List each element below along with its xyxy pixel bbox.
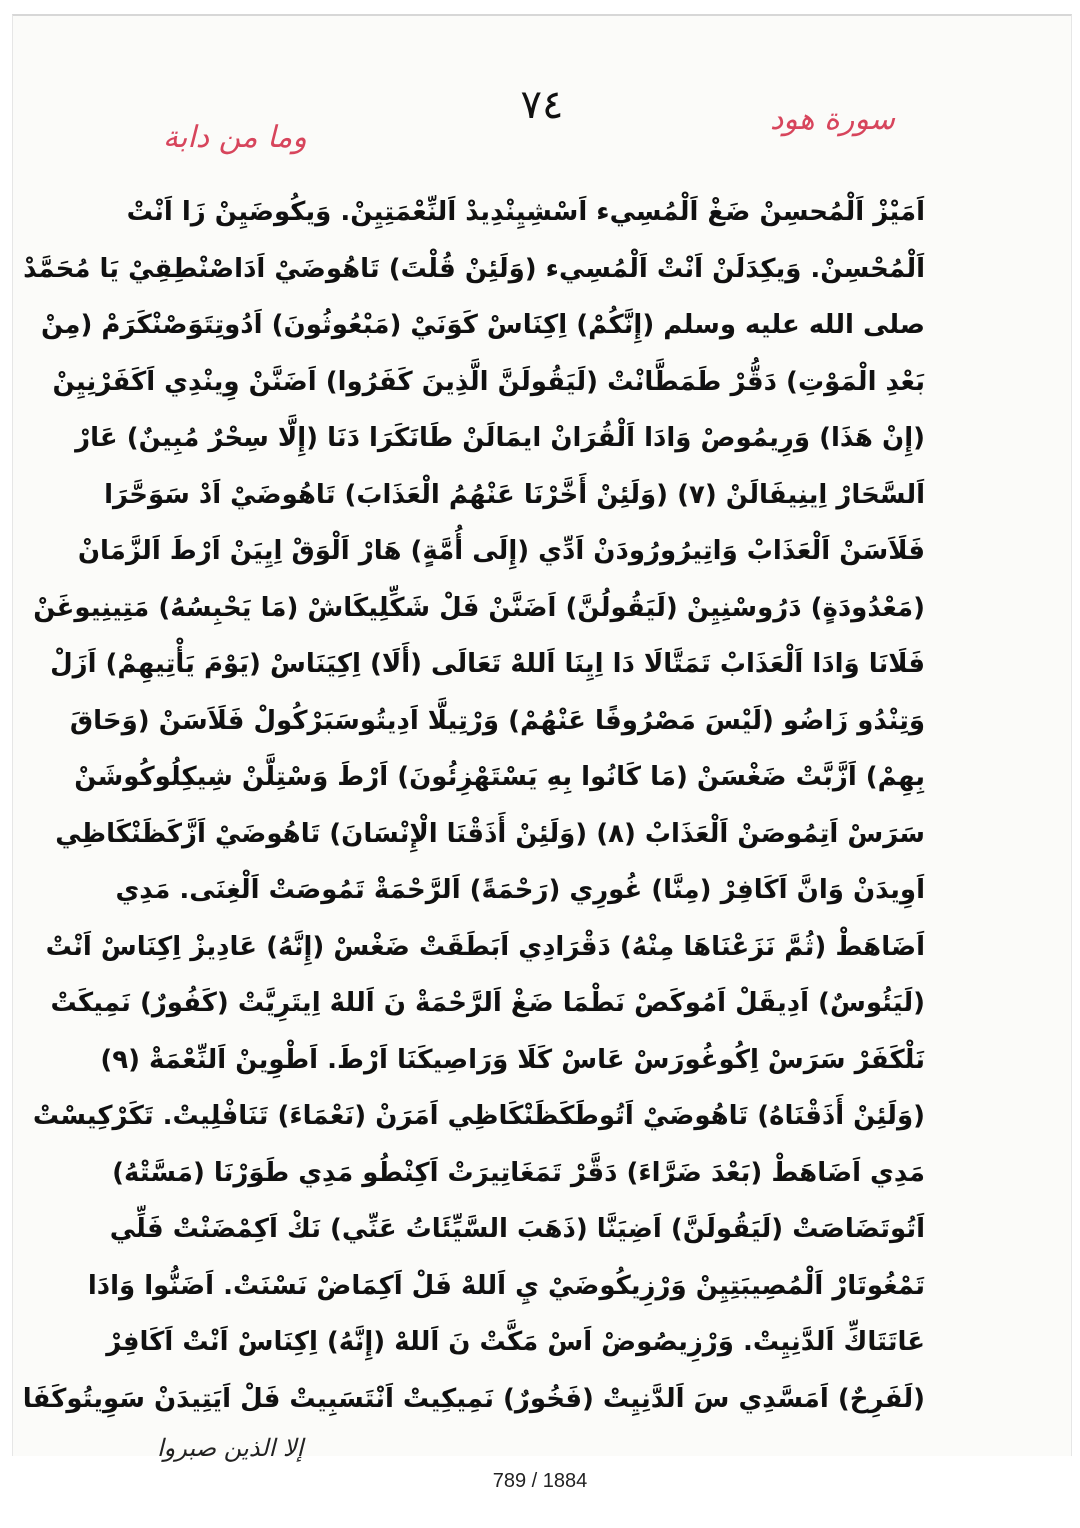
page-counter: 789 / 1884 [492,1470,588,1492]
page-body-text [22,184,925,1427]
text-line: (مَعْدُودَةٍ) دَرُوسْنِيِنْ (لَيَقُولُنَّ) اَضَنَّنْ فَلْ شَكِّلِيكَاشْ (مَا يَحْبِسُهُ) مَتِينِيوغَنْ [33,592,925,623]
text-line: اَلسَّحَارْ اِينِيفَالَنْ (٧) (وَلَئِنْ أَخَّرْنَا عَنْهُمُ الْعَذَابَ) تَاهُوضَيْ اَدْ سَوَحَّرَا [104,479,925,510]
scanned-page [12,14,1072,1462]
text-line: صلى الله عليه وسلم (إِنَّكُمْ) اِكِنَاسْ كَوَنَيْ (مَبْعُوثُونَ) اَدُوتِتَوَصْنْكَرَمْ (مِنْ [40,310,925,340]
text-line: سَرَسْ اَتِمُوصَنْ اَلْعَذَابْ (٨) (وَلَئِنْ أَذَقْنَا الْإِنْسَانَ) تَاهُوضَيْ اَزَّكَظَنْكَاظِي [55,818,925,849]
page-number: ٧٤ [520,82,564,128]
text-line: (لَيَئُوسٌ) اَدِيقَلْ اَمُوكَصْ نَطْمَا ضَغْ اَلرَّحْمَةْ نَ اَللهْ اِيتَرِيَّتْ (كَفُورٌ) نَمِيكَتْ [50,988,925,1018]
text-line: فَلَاَسَنْ اَلْعَذَابْ وَاتِيرُورُودَنْ اَدِّي (إِلَى أُمَّةٍ) هَارْ اَلْوَقْ اِيِيَنْ اَرْطَ اَلزَّمَانْ [77,536,925,566]
text-line: بِهِمْ) اَزَّبَّتْ ضَغْسَنْ (مَا كَانُوا بِهِ يَسْتَهْزِئُونَ) اَرْطَ وَسْتِلَّنْ شِيكِلُوكُوشَنْ [74,762,925,792]
text-line: فَلَانَا وَادَا اَلْعَذَابْ تَمَتَّالَا دَا اِيِنَا اَللهْ تَعَالَى (أَلَا) اِكِيَنَاسْ (يَوْمَ يَأْتِيهِمْ) اَزَلْ [50,649,925,679]
text-line: مَدِي اَضَاهَطْ (بَعْدَ ضَرَّاءَ) دَقَّرْ تَمَغَاتِيرَتْ اَكِنْطُو مَدِي طَوَرْنَا (مَسَّتْهُ) [112,1157,925,1188]
text-line: اَضَاهَطْ (ثُمَّ نَزَعْنَاهَا مِنْهُ) دَقْرَادِي اَبَطَقَتْ ضَغْسْ (إِنَّهُ) عَادِيزْ اِكِنَاسْ اَنْتْ [45,931,925,962]
text-line: اَلْمُحْسِنْ. وَيكِدَلَنْ اَنْتْ اَلْمُسِيء (وَلَئِنْ قُلْتَ) تَاهُوضَيْ اَدَاصْنْطِقِيْ يَا مُحَمَّدْ [23,253,925,284]
text-line: (وَلَئِنْ أَذَقْنَاهُ) تَاهُوضَيْ اَتُوطَكَظَنْكَاظِي اَمَرَنْ (نَعْمَاءَ) تَنَافْلِيتْ. تَكَرْكِيسْتْ [32,1101,925,1131]
text-line: اَوِيدَنْ وَانَّ اَكَافِرْ (مِنَّا) غُورِي (رَحْمَةً) اَلرَّحْمَةْ تَمُوصَتْ اَلْغِنَى. مَدِي [115,875,925,905]
text-line: اَتُوتَضَاصَتْ (لَيَقُولَنَّ) اَضِيَنَّا (ذَهَبَ السَّيِّئَاتُ عَنِّي) نَكْ اَكِمْضَنْتْ فَلِّي [109,1214,925,1244]
handwritten-footer-note: إلا الذين صبروا [157,1434,304,1462]
text-line: وَتِنْدُو زَاضُو (لَيْسَ مَصْرُوفًا عَنْهُمْ) وَرْتِيلَّا اَدِيتُوسَبَرْكُولْ فَلَاَسَنْ (وَحَاقَ [69,705,925,736]
text-line: تَمْغُوتَارْ اَلْمُصِيبَتِيِنْ وَرْزِيكُوضَيْ يِ اَللهْ فَلْ اَكِمَاضْ نَسْنَتْ. اَضَنُّوا وَادَا [87,1270,925,1301]
text-line: اَمَيْزْ اَلْمُحسِنْ ضَغْ اَلْمُسِيء اَسْشِيِنْدِيدْ اَلنِّعْمَتِيِنْ. وَيكُوضَيِنْ زَا اَنْتْ [126,197,925,227]
handwritten-verse-note: وما من دابة [163,120,307,155]
text-line: عَاتَتَاكِّ اَلدَّنِيِتْ. وَرْزِيصُوضْ اَسْ مَكَّتْ نَ اَللهْ (إِنَّهُ) اِكِنَاسْ اَنْتْ اَكَافِرْ [106,1327,925,1357]
text-line: (إِنْ هَذَا) وَرِيمُوصْ وَادَا اَلْقُرَانْ ايمَالَنْ طَانَكَرَا دَنَا (إِلَّا سِحْرٌ مُبِينٌ) عَارْ [75,423,925,453]
text-line: نَلْكَفَرْ سَرَسْ اِكُوغُورَسْ عَاسْ كَلَا وَرَاصِيكَنَا اَرْطَ. اَطْوِينْ اَلنِّعْمَةْ (٩) [100,1044,925,1075]
handwritten-surah-note: سورة هود [769,102,895,137]
text-line: بَعْدِ الْمَوْتِ) دَقُّرْ طَمَطَّانْتْ (لَيَقُولَنَّ الَّذِينَ كَفَرُوا) اَضَنَّنْ وِينْدِي اَكَفَرْنِيِنْ [52,366,925,397]
text-line: (لَفَرِحٌ) اَمَسَّدِي سَ اَلدَّنِيِتْ (فَخُورٌ) نَمِيكِيتْ اَنْتَسَبِيتْ فَلْ اَيَتِيدَنْ سَوِيتُوكَفَا [22,1383,925,1414]
